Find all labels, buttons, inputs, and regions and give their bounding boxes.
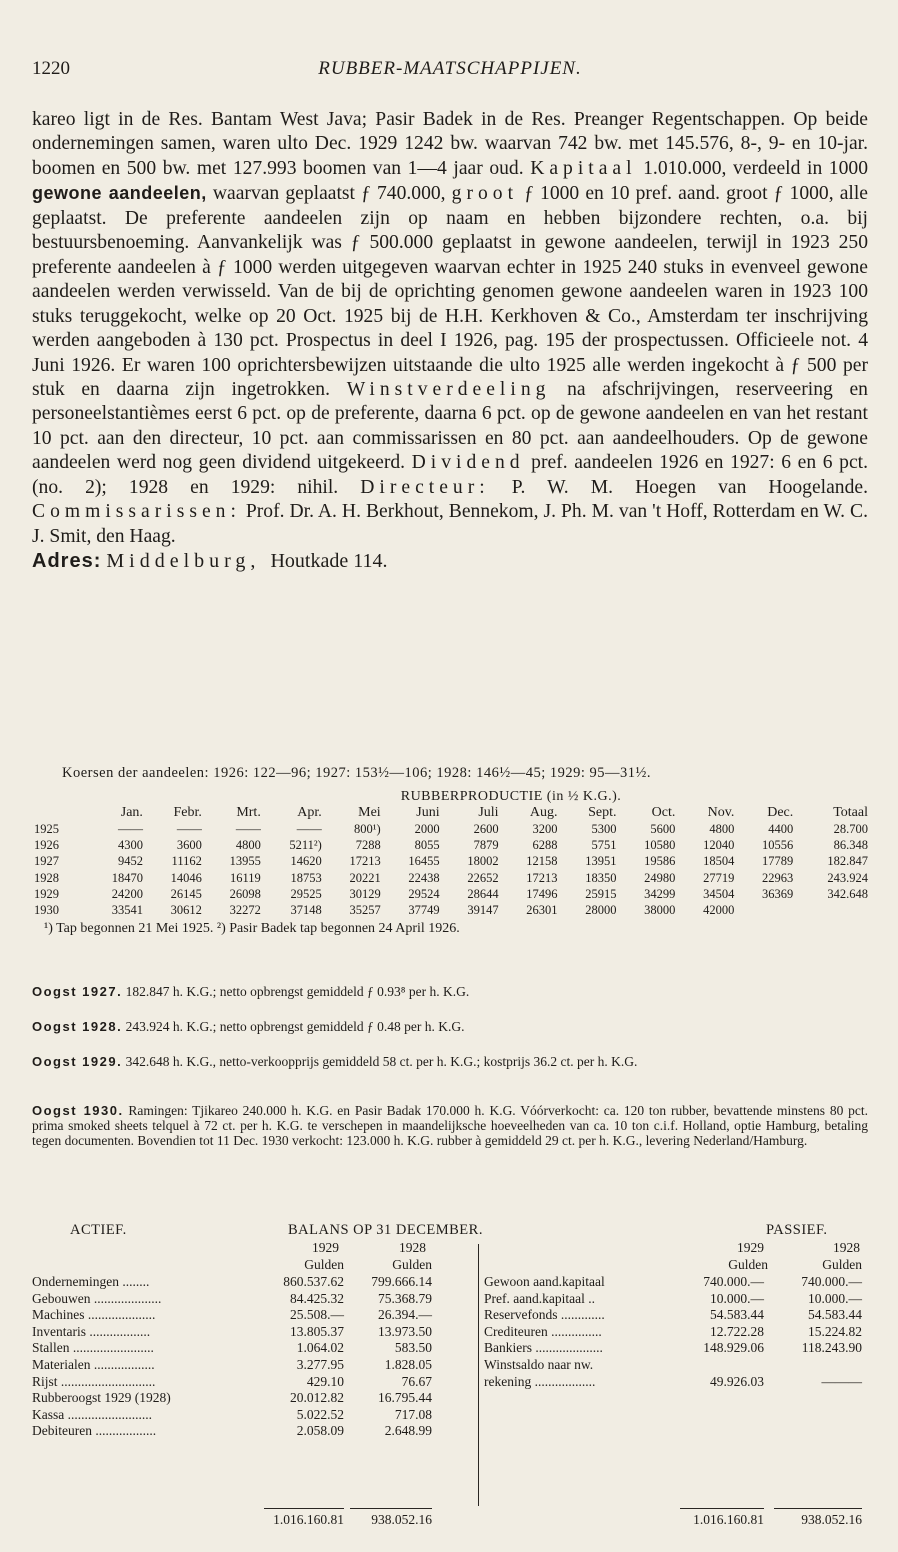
production-table-block bbox=[32, 789, 870, 937]
production-cell: 86.348 bbox=[833, 837, 868, 852]
actief-column bbox=[32, 1274, 472, 1440]
production-cell: 37749 bbox=[408, 903, 440, 918]
winstverdeeling-label: Winstverdeeling bbox=[346, 378, 551, 400]
production-year: 1926 bbox=[34, 837, 59, 852]
balance-row bbox=[484, 1307, 870, 1324]
production-row bbox=[32, 902, 870, 918]
production-cell: 35257 bbox=[349, 903, 381, 918]
balance-value-1929: 740.000.— bbox=[703, 1274, 764, 1289]
month-header: Juni bbox=[416, 805, 440, 820]
production-cell: 32272 bbox=[229, 903, 261, 918]
production-year: 1930 bbox=[34, 903, 59, 918]
balance-row bbox=[484, 1357, 870, 1374]
production-cell: 28.700 bbox=[833, 821, 868, 836]
production-cell: 342.648 bbox=[827, 886, 868, 901]
production-cell: 3600 bbox=[176, 837, 202, 852]
balance-item-label: rekening .................. bbox=[484, 1373, 596, 1389]
balance-divider bbox=[478, 1244, 479, 1506]
production-cell: 16455 bbox=[408, 854, 440, 869]
text-segment: waarvan geplaatst ƒ 740.000, bbox=[206, 183, 452, 205]
balance-sheet bbox=[32, 1222, 870, 1527]
balance-row bbox=[32, 1307, 472, 1324]
production-cell: 24980 bbox=[644, 870, 676, 885]
production-cell: 8055 bbox=[414, 837, 440, 852]
balance-header bbox=[32, 1222, 870, 1240]
balance-value-1929: 5.022.52 bbox=[296, 1406, 344, 1422]
production-cell: 17789 bbox=[762, 854, 794, 869]
share-prices: Koersen der aandeelen: 1926: 122—96; 1927: 153½—106; 1928: 146½—45; 1929: 95—31½. bbox=[62, 765, 652, 781]
year-1928: 1928 bbox=[833, 1240, 860, 1255]
text-segment: ƒ 1000 en 10 pref. aand. groot ƒ 1000, alle geplaatst. De preferente aandeelen zijn op naam en hebben bijzondere rechten, o.a. bij bestuursbenoeming. Aanvankelijk was ƒ 500.000 geplaatst in gewone aandeelen, terwijl in 1923 250 preferente aandeelen à ƒ 1000 werden uitgegeven waarvan echter in 1925 240 stuks in evenveel gewone aandeelen werden verwisseld. Van de bij de oprichting genomen gewone aandeelen waren in 1923 100 stuks teruggekocht, welke op 20 Oct. 1925 bij de H.H. Kerkhoven & Co., Amsterdam ter inschrijving werden aangeboden à 130 pct. Prospectus in deel I 1926, pag. 195 der prospectussen. Officieele not. 4 Juni 1926. Er waren 100 oprichtersbewijzen uitstaande die ulto 1925 alle werden ingekocht à ƒ 500 per stuk en daarna zijn ingetrokken. bbox=[32, 183, 868, 400]
passief-total-1929: 1.016.160.81 bbox=[693, 1512, 764, 1527]
production-cell: 5300 bbox=[591, 821, 617, 836]
production-cell: 22963 bbox=[762, 870, 794, 885]
balance-row bbox=[32, 1423, 472, 1440]
production-row bbox=[32, 870, 870, 886]
balance-item-label: Gebouwen .................... bbox=[32, 1290, 162, 1306]
year-header-row bbox=[32, 1240, 870, 1257]
balance-row bbox=[32, 1407, 472, 1424]
actief-total-1928: 938.052.16 bbox=[371, 1512, 432, 1527]
balance-value-1928: 118.243.90 bbox=[801, 1340, 862, 1356]
year-1928: 1928 bbox=[399, 1240, 426, 1255]
production-cell: 4800 bbox=[709, 821, 735, 836]
production-cell: 13955 bbox=[229, 854, 261, 869]
production-cell: 26098 bbox=[229, 886, 261, 901]
actief-label: ACTIEF. bbox=[70, 1222, 127, 1238]
production-cell: 39147 bbox=[467, 903, 499, 918]
balance-item-label: Inventaris .................. bbox=[32, 1323, 151, 1339]
production-cell: 243.924 bbox=[827, 870, 868, 885]
production-cell: 19586 bbox=[644, 854, 676, 869]
passief-label: PASSIEF. bbox=[766, 1222, 828, 1238]
year-1929: 1929 bbox=[312, 1240, 339, 1255]
balance-value-1928: 717.08 bbox=[394, 1406, 432, 1422]
oogst-1928 bbox=[32, 1019, 868, 1034]
gewone-aandeelen-label: gewone aandeelen, bbox=[32, 183, 207, 204]
production-cell: —— bbox=[296, 821, 322, 836]
passief-column bbox=[484, 1274, 870, 1390]
production-cell: 6288 bbox=[532, 837, 558, 852]
month-header: Jan. bbox=[120, 805, 143, 820]
production-cell: 4800 bbox=[235, 837, 261, 852]
total-rule bbox=[680, 1508, 764, 1509]
production-cell: 22652 bbox=[467, 870, 499, 885]
total-rule bbox=[774, 1508, 862, 1509]
balance-value-1928: 26.394.— bbox=[378, 1307, 432, 1323]
production-cell: 5211²) bbox=[289, 837, 322, 852]
oogst-1929 bbox=[32, 1054, 868, 1069]
production-cell: 11162 bbox=[171, 854, 202, 869]
production-cell: 18350 bbox=[585, 870, 617, 885]
balance-row bbox=[32, 1324, 472, 1341]
production-cell: 24200 bbox=[111, 886, 143, 901]
production-row bbox=[32, 854, 870, 870]
unit-label: Gulden bbox=[728, 1257, 768, 1272]
production-row bbox=[32, 821, 870, 837]
balance-row bbox=[32, 1374, 472, 1391]
production-cell: 30129 bbox=[349, 886, 381, 901]
production-cell: 33541 bbox=[111, 903, 143, 918]
balance-item-label: Stallen ........................ bbox=[32, 1340, 154, 1356]
dividend-label: Dividend bbox=[411, 452, 525, 474]
production-cell: 4400 bbox=[768, 821, 794, 836]
production-cell: 25915 bbox=[585, 886, 617, 901]
balance-value-1929: 2.058.09 bbox=[296, 1423, 344, 1439]
production-cell: 26301 bbox=[526, 903, 558, 918]
production-cell: 30612 bbox=[170, 903, 202, 918]
production-cell: 14046 bbox=[170, 870, 202, 885]
adres-label: Adres: bbox=[32, 550, 102, 573]
production-cell: 10580 bbox=[644, 837, 676, 852]
production-year: 1929 bbox=[34, 886, 59, 901]
production-cell: 3200 bbox=[532, 821, 558, 836]
production-cell: 34299 bbox=[644, 886, 676, 901]
balance-item-label: Rijst ............................ bbox=[32, 1373, 156, 1389]
text-segment: P. W. M. Hoegen van Hoogelande. bbox=[489, 476, 868, 498]
balance-item-label: Gewoon aand.kapitaal bbox=[484, 1274, 605, 1289]
oogst-label: Oogst 1928. bbox=[32, 1019, 123, 1034]
balance-item-label: Kassa ......................... bbox=[32, 1406, 152, 1422]
year-1929: 1929 bbox=[737, 1240, 764, 1255]
total-rule bbox=[350, 1508, 432, 1509]
balance-row bbox=[32, 1274, 472, 1291]
balance-item-label: Pref. aand.kapitaal .. bbox=[484, 1290, 595, 1306]
running-title: RUBBER-MAATSCHAPPIJEN. bbox=[318, 58, 582, 79]
production-row bbox=[32, 886, 870, 902]
oogst-label: Oogst 1927. bbox=[32, 984, 123, 999]
unit-label: Gulden bbox=[822, 1257, 862, 1272]
balance-value-1928: 15.224.82 bbox=[808, 1323, 862, 1339]
unit-label: Gulden bbox=[304, 1257, 344, 1272]
balance-value-1929: 25.508.— bbox=[290, 1307, 344, 1323]
balance-row bbox=[32, 1340, 472, 1357]
month-header: Juli bbox=[478, 805, 499, 820]
production-cell: 36369 bbox=[762, 886, 794, 901]
balance-value-1928: 740.000.— bbox=[801, 1274, 862, 1289]
month-header: Apr. bbox=[297, 805, 322, 820]
production-cell bbox=[795, 902, 870, 918]
balance-item-label: Winstsaldo naar nw. bbox=[484, 1356, 594, 1372]
balance-item-label: Ondernemingen ........ bbox=[32, 1274, 150, 1289]
production-cell: 9452 bbox=[117, 854, 143, 869]
balance-row bbox=[32, 1357, 472, 1374]
unit-header-row bbox=[32, 1257, 870, 1274]
balance-value-1929: 12.722.28 bbox=[710, 1323, 764, 1339]
production-cell bbox=[736, 902, 795, 918]
balance-item-label: Bankiers .................... bbox=[484, 1340, 603, 1356]
balance-value-1929: 1.064.02 bbox=[296, 1340, 344, 1356]
production-cell: 13951 bbox=[585, 854, 617, 869]
commissarissen-label: Commissarissen: bbox=[32, 501, 241, 523]
month-header: Febr. bbox=[173, 805, 202, 820]
balance-row bbox=[484, 1340, 870, 1357]
production-cell: —— bbox=[176, 821, 202, 836]
page-header bbox=[32, 58, 868, 88]
production-table bbox=[32, 805, 870, 919]
balance-value-1928: 13.973.50 bbox=[378, 1323, 432, 1339]
balance-value-1929: 54.583.44 bbox=[710, 1307, 764, 1323]
balance-value-1929: 860.537.62 bbox=[283, 1274, 344, 1289]
total-rule bbox=[264, 1508, 344, 1509]
balance-row bbox=[484, 1291, 870, 1308]
balance-row bbox=[32, 1291, 472, 1308]
balance-value-1928: 799.666.14 bbox=[371, 1274, 432, 1289]
production-cell: 17213 bbox=[349, 854, 381, 869]
balance-row bbox=[484, 1274, 870, 1291]
production-cell: 22438 bbox=[408, 870, 440, 885]
production-cell: 20221 bbox=[349, 870, 381, 885]
production-cell: 28000 bbox=[585, 903, 617, 918]
balance-value-1929: 148.929.06 bbox=[703, 1340, 764, 1356]
balance-title: BALANS OP 31 DECEMBER. bbox=[288, 1222, 483, 1238]
oogst-text: 342.648 h. K.G., netto-verkoopprijs gemiddeld 58 ct. per h. K.G.; kostprijs 36.2 ct. per h. K.G. bbox=[122, 1054, 638, 1069]
production-cell: 10556 bbox=[762, 837, 794, 852]
balance-value-1928: 1.828.05 bbox=[384, 1356, 432, 1372]
directeur-label: Directeur: bbox=[360, 476, 490, 498]
production-cell: —— bbox=[235, 821, 261, 836]
production-cell: 5751 bbox=[591, 837, 617, 852]
balance-value-1929: 20.012.82 bbox=[290, 1390, 344, 1406]
production-footnotes: ¹) Tap begonnen 21 Mei 1925. ²) Pasir Badek tap begonnen 24 April 1926. bbox=[44, 920, 460, 936]
production-cell: 27719 bbox=[703, 870, 735, 885]
production-cell: 29525 bbox=[290, 886, 322, 901]
balance-item-label: Machines .................... bbox=[32, 1307, 156, 1323]
balance-value-1928: 75.368.79 bbox=[378, 1290, 432, 1306]
actief-total-1929: 1.016.160.81 bbox=[273, 1512, 344, 1527]
month-header: Aug. bbox=[529, 805, 558, 820]
body-text bbox=[32, 108, 868, 574]
production-title: RUBBERPRODUCTIE (in ½ K.G.). bbox=[400, 789, 622, 804]
year-column-header bbox=[32, 805, 86, 821]
production-year: 1927 bbox=[34, 854, 59, 869]
passief-total-1928: 938.052.16 bbox=[801, 1512, 862, 1527]
oogst-label: Oogst 1929. bbox=[32, 1054, 123, 1069]
balance-value-1929: 3.277.95 bbox=[296, 1356, 344, 1372]
production-cell: 7879 bbox=[473, 837, 499, 852]
production-cell: 26145 bbox=[170, 886, 202, 901]
production-cell: 18470 bbox=[111, 870, 143, 885]
production-cell: 17213 bbox=[526, 870, 558, 885]
production-cell: 2600 bbox=[473, 821, 499, 836]
groot-label: groot bbox=[451, 183, 519, 205]
balance-value-1928: ——— bbox=[821, 1373, 862, 1389]
production-cell: 18002 bbox=[467, 854, 499, 869]
balance-row bbox=[484, 1374, 870, 1391]
adres-city: Middelburg, bbox=[106, 550, 261, 573]
production-cell: 12040 bbox=[703, 837, 735, 852]
production-cell: 18753 bbox=[290, 870, 322, 885]
month-header: Oct. bbox=[651, 805, 676, 820]
production-cell: 17496 bbox=[526, 886, 558, 901]
balance-row bbox=[32, 1390, 472, 1407]
month-header: Dec. bbox=[767, 805, 794, 820]
balance-value-1929: 429.10 bbox=[306, 1373, 344, 1389]
production-cell: 37148 bbox=[290, 903, 322, 918]
production-cell: 7288 bbox=[355, 837, 381, 852]
production-cell: 2000 bbox=[414, 821, 440, 836]
production-cell: 14620 bbox=[290, 854, 322, 869]
text-segment: na afschrijvingen, reserveering en personeelstantièmes eerst 6 pct. op de preferente, daarna 6 pct. op de gewone aandeelen en van het restant 10 pct. aan den directeur, 10 pct. aan commissarissen en 80 pct. aan aandeelhouders. Op de gewone aandeelen werd nog geen dividend uitgekeerd. bbox=[32, 378, 868, 474]
text-segment: kareo ligt in de Res. Bantam West Java; Pasir Badek in de Res. Preanger Regentschappen. Op beide ondernemingen samen, waren ulto Dec. 1929 1242 bw. waarvan 742 bw. met 145.576, 8-, 9- en 10-jar. boomen en 500 bw. met 127.993 boomen van 1—4 jaar oud. bbox=[32, 109, 868, 179]
production-cell: 42000 bbox=[703, 903, 735, 918]
production-cell: 182.847 bbox=[827, 854, 868, 869]
month-header: Mei bbox=[358, 805, 381, 820]
oogst-text: Ramingen: Tjikareo 240.000 h. K.G. en Pasir Badak 170.000 h. K.G. Vóórverkocht: ca. 120 ton rubber, bevattende minstens 80 pct. prima smoked sheets telquel à 72 ct. per h. K.G. te verschepen in maandelijksche hoeveelheden van ca. 10 ton c.i.f. Holland, optie Hamburg, betaling tegen documenten. Bovendien tot 11 Dec. 1930 verkocht: 123.000 h. K.G. rubber à gemiddeld 29 ct. per h. K.G., levering Nederland/Hamburg. bbox=[32, 1103, 868, 1148]
text-segment: Prof. Dr. A. H. Berkhout, Bennekom, J. Ph. M. van 't Hoff, Rotterdam en W. C. J. Smit, den Haag. bbox=[32, 501, 868, 547]
oogst-1927 bbox=[32, 984, 868, 999]
balance-value-1929: 49.926.03 bbox=[710, 1373, 764, 1389]
text-segment: pref. aandeelen 1926 en 1927: 6 en 6 pct. (no. 2); 1928 en 1929: nihil. bbox=[32, 452, 868, 498]
month-header: Sept. bbox=[588, 805, 617, 820]
kapitaal-label: Kapitaal bbox=[530, 157, 637, 179]
production-cell: 29524 bbox=[408, 886, 440, 901]
production-cell: 16119 bbox=[230, 870, 261, 885]
balance-item-label: Debiteuren .................. bbox=[32, 1423, 157, 1439]
production-cell: 12158 bbox=[526, 854, 558, 869]
production-cell: 34504 bbox=[703, 886, 735, 901]
balance-item-label: Materialen .................. bbox=[32, 1356, 155, 1372]
balance-value-1928: 76.67 bbox=[401, 1373, 432, 1389]
balance-value-1928: 10.000.— bbox=[808, 1290, 862, 1306]
balance-value-1929: 84.425.32 bbox=[290, 1290, 344, 1306]
production-cell: 5600 bbox=[650, 821, 676, 836]
balance-row bbox=[484, 1324, 870, 1341]
adres-street: Houtkade 114. bbox=[270, 550, 388, 573]
balance-value-1929: 13.805.37 bbox=[290, 1323, 344, 1339]
oogst-text: 243.924 h. K.G.; netto opbrengst gemiddeld ƒ 0.48 per h. K.G. bbox=[122, 1019, 465, 1034]
production-cell: 4300 bbox=[117, 837, 143, 852]
production-cell: 800¹) bbox=[354, 821, 381, 836]
balance-item-label: Rubberoogst 1929 (1928) bbox=[32, 1390, 171, 1406]
balance-value-1928: 583.50 bbox=[394, 1340, 432, 1356]
balance-value-1928: 16.795.44 bbox=[378, 1390, 432, 1406]
production-cell: 38000 bbox=[644, 903, 676, 918]
month-header: Nov. bbox=[707, 805, 735, 820]
production-cell: 28644 bbox=[467, 886, 499, 901]
page-number: 1220 bbox=[32, 58, 70, 79]
balance-value-1928: 2.648.99 bbox=[384, 1423, 432, 1439]
oogst-text: 182.847 h. K.G.; netto opbrengst gemiddeld ƒ 0.93⁸ per h. K.G. bbox=[122, 984, 470, 999]
balance-value-1929: 10.000.— bbox=[710, 1290, 764, 1306]
production-year: 1925 bbox=[34, 821, 59, 836]
balance-item-label: Crediteuren ............... bbox=[484, 1323, 602, 1339]
production-header-row bbox=[32, 805, 870, 821]
oogst-label: Oogst 1930. bbox=[32, 1103, 124, 1118]
production-year: 1928 bbox=[34, 870, 59, 885]
production-row bbox=[32, 837, 870, 853]
balance-value-1928: 54.583.44 bbox=[808, 1307, 862, 1323]
unit-label: Gulden bbox=[392, 1257, 432, 1272]
production-cell: —— bbox=[117, 821, 143, 836]
oogst-1930 bbox=[32, 1103, 868, 1148]
production-cell: 18504 bbox=[703, 854, 735, 869]
balance-item-label: Reservefonds ............. bbox=[484, 1307, 605, 1323]
address-line bbox=[32, 549, 868, 573]
company-description bbox=[32, 108, 868, 549]
month-header: Mrt. bbox=[236, 805, 261, 820]
month-header: Totaal bbox=[833, 805, 868, 820]
text-segment: 1.010.000, verdeeld in 1000 bbox=[636, 157, 868, 179]
